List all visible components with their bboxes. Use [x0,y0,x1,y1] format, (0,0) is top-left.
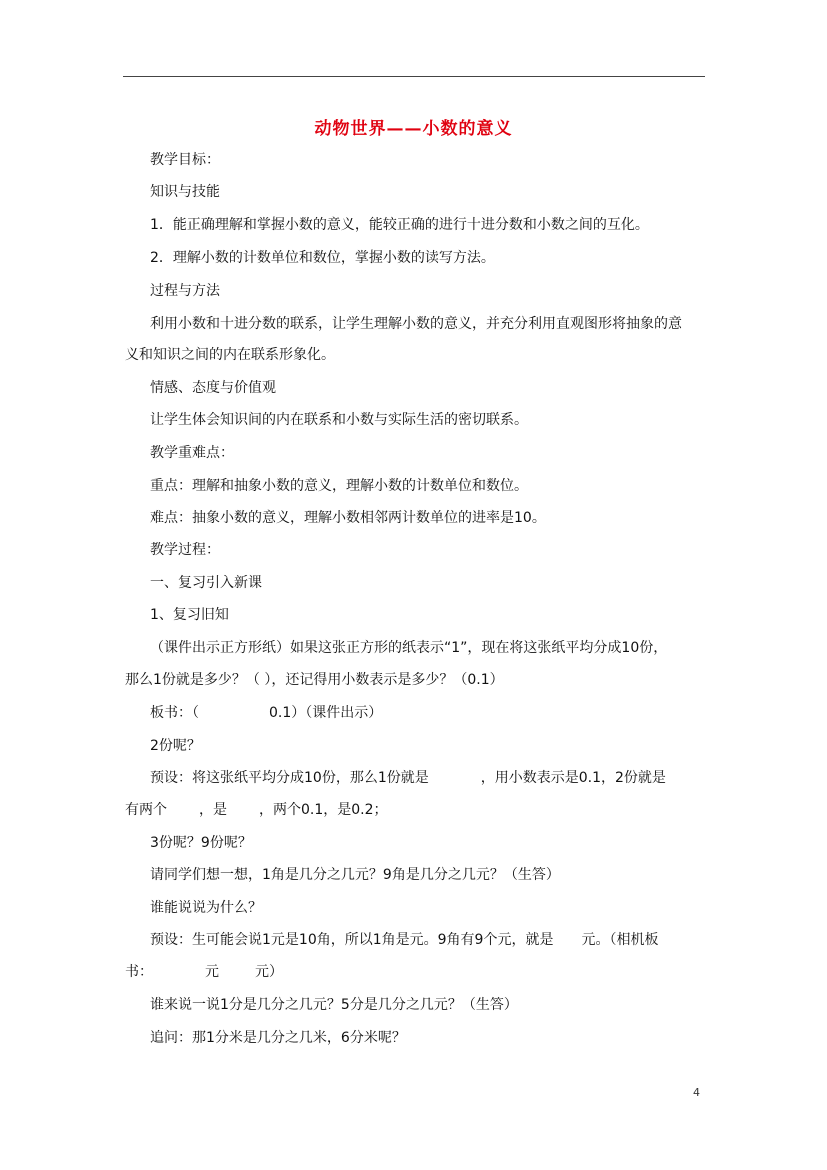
text-line: 知识与技能 [150,184,220,200]
text-line: 利用小数和十进分数的联系，让学生理解小数的意义，并充分利用直观图形将抽象的意 [150,316,682,332]
text-line: 教学过程： [150,542,220,558]
text-span: 元。（相机板 [581,932,659,948]
text-line: 谁来说一说1分是几分之几元？5分是几分之几元？（生答） [150,997,518,1013]
text-line [125,800,388,820]
text-span: ，两个0.1，是0.2； [259,802,388,818]
text-line: 过程与方法 [150,283,220,299]
text-line: 1、复习旧知 [150,607,229,623]
text-line: 2．理解小数的计数单位和数位，掌握小数的读写方法。 [150,250,495,266]
text-line: 请同学们想一想，1角是几分之几元？9角是几分之几元？（生答） [150,867,560,883]
text-span: 0.1）（课件出示） [269,705,383,721]
text-line: 让学生体会知识间的内在联系和小数与实际生活的密切联系。 [150,412,528,428]
header-rule [123,76,705,77]
text-line: 那么1份就是多少？（ ），还记得用小数表示是多少？（0.1） [125,672,504,688]
page-number: 4 [693,1086,700,1099]
text-line: （课件出示正方形纸）如果这张正方形的纸表示“1”，现在将这张纸平均分成10份， [150,640,668,656]
text-line: 重点：理解和抽象小数的意义，理解小数的计数单位和数位。 [150,478,528,494]
text-line [150,768,666,788]
text-span: ，是 [199,802,227,818]
text-line: 1．能正确理解和掌握小数的意义，能较正确的进行十进分数和小数之间的互化。 [150,217,649,233]
text-line: 教学目标： [150,152,220,168]
text-line: 追问：那1分米是几分之几米，6分米呢？ [150,1030,406,1046]
text-line: 谁能说说为什么？ [150,900,262,916]
text-span: 板书：（ [150,705,199,721]
text-line: 3份呢？9份呢？ [150,835,252,851]
text-line: 教学重难点： [150,445,234,461]
text-span: 元） [255,964,283,980]
text-line [150,930,658,950]
text-span: 预设：生可能会说1元是10角，所以1角是元。9角有9个元，就是 [150,932,554,948]
page-title: 动物世界——小数的意义 [314,119,513,139]
text-span: 有两个 [125,802,167,818]
text-line: 情感、态度与价值观 [150,380,276,396]
text-span: 元 [205,964,219,980]
text-line: 难点：抽象小数的意义，理解小数相邻两计数单位的进率是10。 [150,510,546,526]
text-line: 一、复习引入新课 [150,575,262,591]
text-line: 义和知识之间的内在联系形象化。 [125,347,335,363]
text-line [125,962,283,982]
text-line [150,703,382,723]
text-line: 2份呢？ [150,738,201,754]
text-span: 预设：将这张纸平均分成10份，那么1份就是 [150,770,429,786]
text-span: ，用小数表示是0.1，2份就是 [480,770,666,786]
text-span: 书： [125,964,153,980]
